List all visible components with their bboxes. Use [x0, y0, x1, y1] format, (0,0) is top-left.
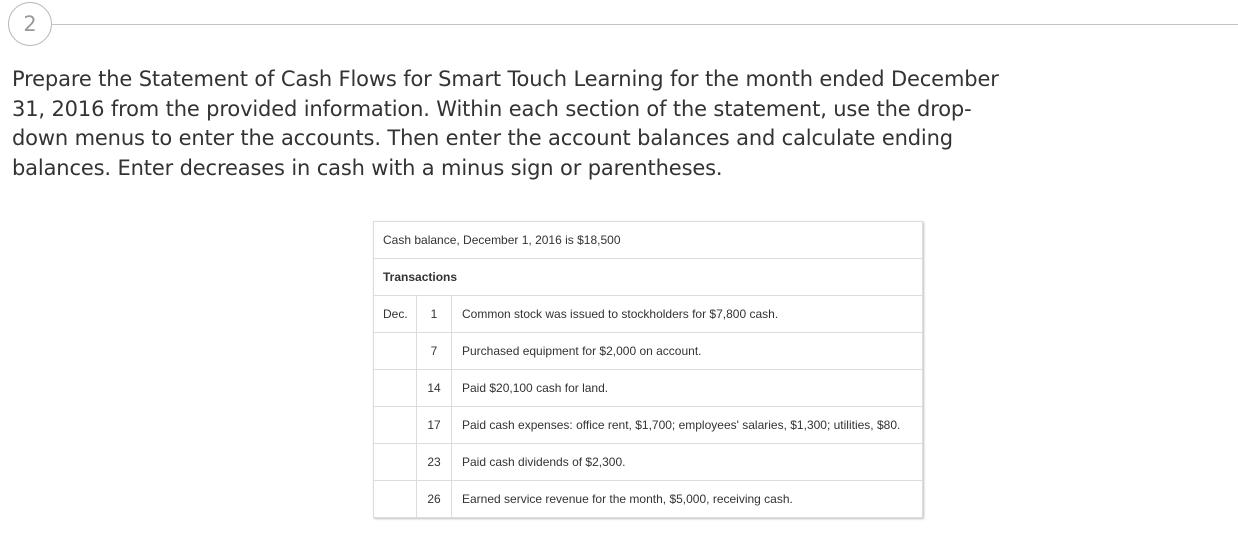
step-number-badge — [8, 2, 52, 46]
month-cell — [374, 481, 417, 518]
month-cell — [374, 407, 417, 444]
month-cell — [374, 333, 417, 370]
description-cell: Common stock was issued to stockholders for $7,800 cash. — [452, 296, 923, 333]
day-cell: 26 — [417, 481, 452, 518]
day-cell: 7 — [417, 333, 452, 370]
table-row — [374, 481, 923, 518]
description-cell: Purchased equipment for $2,000 on account. — [452, 333, 923, 370]
day-cell: 1 — [417, 296, 452, 333]
instructions-text: Prepare the Statement of Cash Flows for Smart Touch Learning for the month ended December 31, 2016 from the provided information. Within each section of the statement, use the drop-down menus to enter the accounts. Then enter the account balances and calculate ending balances. Enter decreases in cash with a minus sign or parentheses. — [12, 67, 999, 180]
cash-balance-row — [374, 222, 923, 259]
cash-balance-cell: Cash balance, December 1, 2016 is $18,500 — [374, 222, 923, 259]
description-cell: Paid cash expenses: office rent, $1,700; employees' salaries, $1,300; utilities, $80. — [452, 407, 923, 444]
transactions-heading-row — [374, 259, 923, 296]
month-cell — [374, 444, 417, 481]
description-cell: Paid cash dividends of $2,300. — [452, 444, 923, 481]
day-cell: 14 — [417, 370, 452, 407]
transactions-heading: Transactions — [374, 259, 923, 296]
month-cell — [374, 370, 417, 407]
description-cell: Earned service revenue for the month, $5,000, receiving cash. — [452, 481, 923, 518]
description-cell: Paid $20,100 cash for land. — [452, 370, 923, 407]
step-divider — [51, 24, 1238, 25]
transactions-table — [373, 221, 923, 518]
step-header — [8, 2, 1238, 48]
table-row — [374, 444, 923, 481]
table-row — [374, 407, 923, 444]
step-number: 2 — [23, 12, 37, 36]
table-row — [374, 296, 923, 333]
table-row — [374, 333, 923, 370]
day-cell: 23 — [417, 444, 452, 481]
table-row — [374, 370, 923, 407]
month-cell: Dec. — [374, 296, 417, 333]
day-cell: 17 — [417, 407, 452, 444]
